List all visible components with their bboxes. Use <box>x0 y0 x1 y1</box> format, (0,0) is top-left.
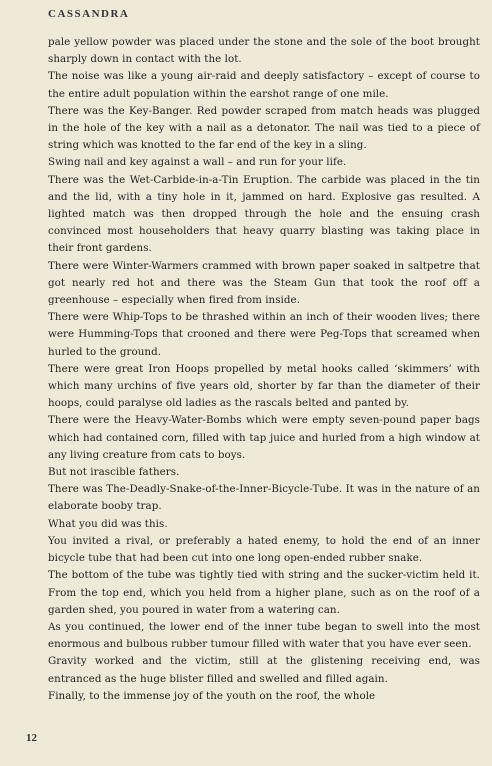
paragraph: What you did was this. <box>48 517 168 530</box>
paragraph: But not irascible fathers. <box>48 466 180 479</box>
paragraph: There was The-Deadly-Snake-of-the-Inner-Bicycle-Tube. It was in the nature of an elaborate booby trap. <box>48 483 480 513</box>
running-head: CASSANDRA <box>48 8 130 20</box>
paragraph: There were Whip-Tops to be thrashed within an inch of their wooden lives; there were Humming-Tops that crooned and there were Peg-Tops that screamed when hurled to the ground. <box>48 311 480 358</box>
body-text <box>48 34 480 705</box>
paragraph: Finally, to the immense joy of the youth on the roof, the whole <box>48 689 376 702</box>
paragraph: There were the Heavy-Water-Bombs which were empty seven-pound paper bags which had contained corn, filled with tap juice and hurled from a high window at any living creature from cats to boys. <box>48 414 480 461</box>
page-number: 12 <box>26 732 37 744</box>
paragraph: Gravity worked and the victim, still at the glistening receiving end, was entranced as the huge blister filled and swelled and filled again. <box>48 655 480 685</box>
paragraph: There were great Iron Hoops propelled by metal hooks called ‘skimmers’ with which many urchins of five years old, shorter by far than the diameter of their hoops, could paralyse old ladies as the rascals belted and panted by. <box>48 362 480 410</box>
paragraph: There were Winter-Warmers crammed with brown paper soaked in saltpetre that got nearly red hot and there was the Steam Gun that took the roof off a greenhouse – especially when fired from inside. <box>48 259 480 307</box>
paragraph: pale yellow powder was placed under the stone and the sole of the boot brought sharply down in contact with the lot. <box>48 36 480 66</box>
paragraph: Swing nail and key against a wall – and run for your life. <box>48 156 347 169</box>
paragraph: You invited a rival, or preferably a hated enemy, to hold the end of an inner bicycle tube that had been cut into one long open-ended rubber snake. <box>48 534 480 565</box>
paragraph: As you continued, the lower end of the inner tube began to swell into the most enormous and bulbous rubber tumour filled with water that you have ever seen. <box>48 620 480 651</box>
paragraph: There was the Key-Banger. Red powder scraped from match heads was plugged in the hole of the key with a nail as a detonator. The nail was tied to a piece of string which was knotted to the far end of the key in a sling. <box>48 104 480 152</box>
paragraph: The noise was like a young air-raid and deeply satisfactory – except of course to the entire adult population within the earshot range of one mile. <box>48 70 480 100</box>
paragraph: The bottom of the tube was tightly tied with string and the sucker-victim held it. From the top end, which you held from a higher plane, such as on the roof of a garden shed, you poured in water from a watering can. <box>48 569 480 616</box>
paragraph: There was the Wet-Carbide-in-a-Tin Eruption. The carbide was placed in the tin and the lid, with a tiny hole in it, jammed on hard. Explosive gas resulted. A lighted match was then dropped through the hole and the ensuing crash convinced most householders that heavy quarry blasting was taking place in their front gardens. <box>48 173 480 255</box>
